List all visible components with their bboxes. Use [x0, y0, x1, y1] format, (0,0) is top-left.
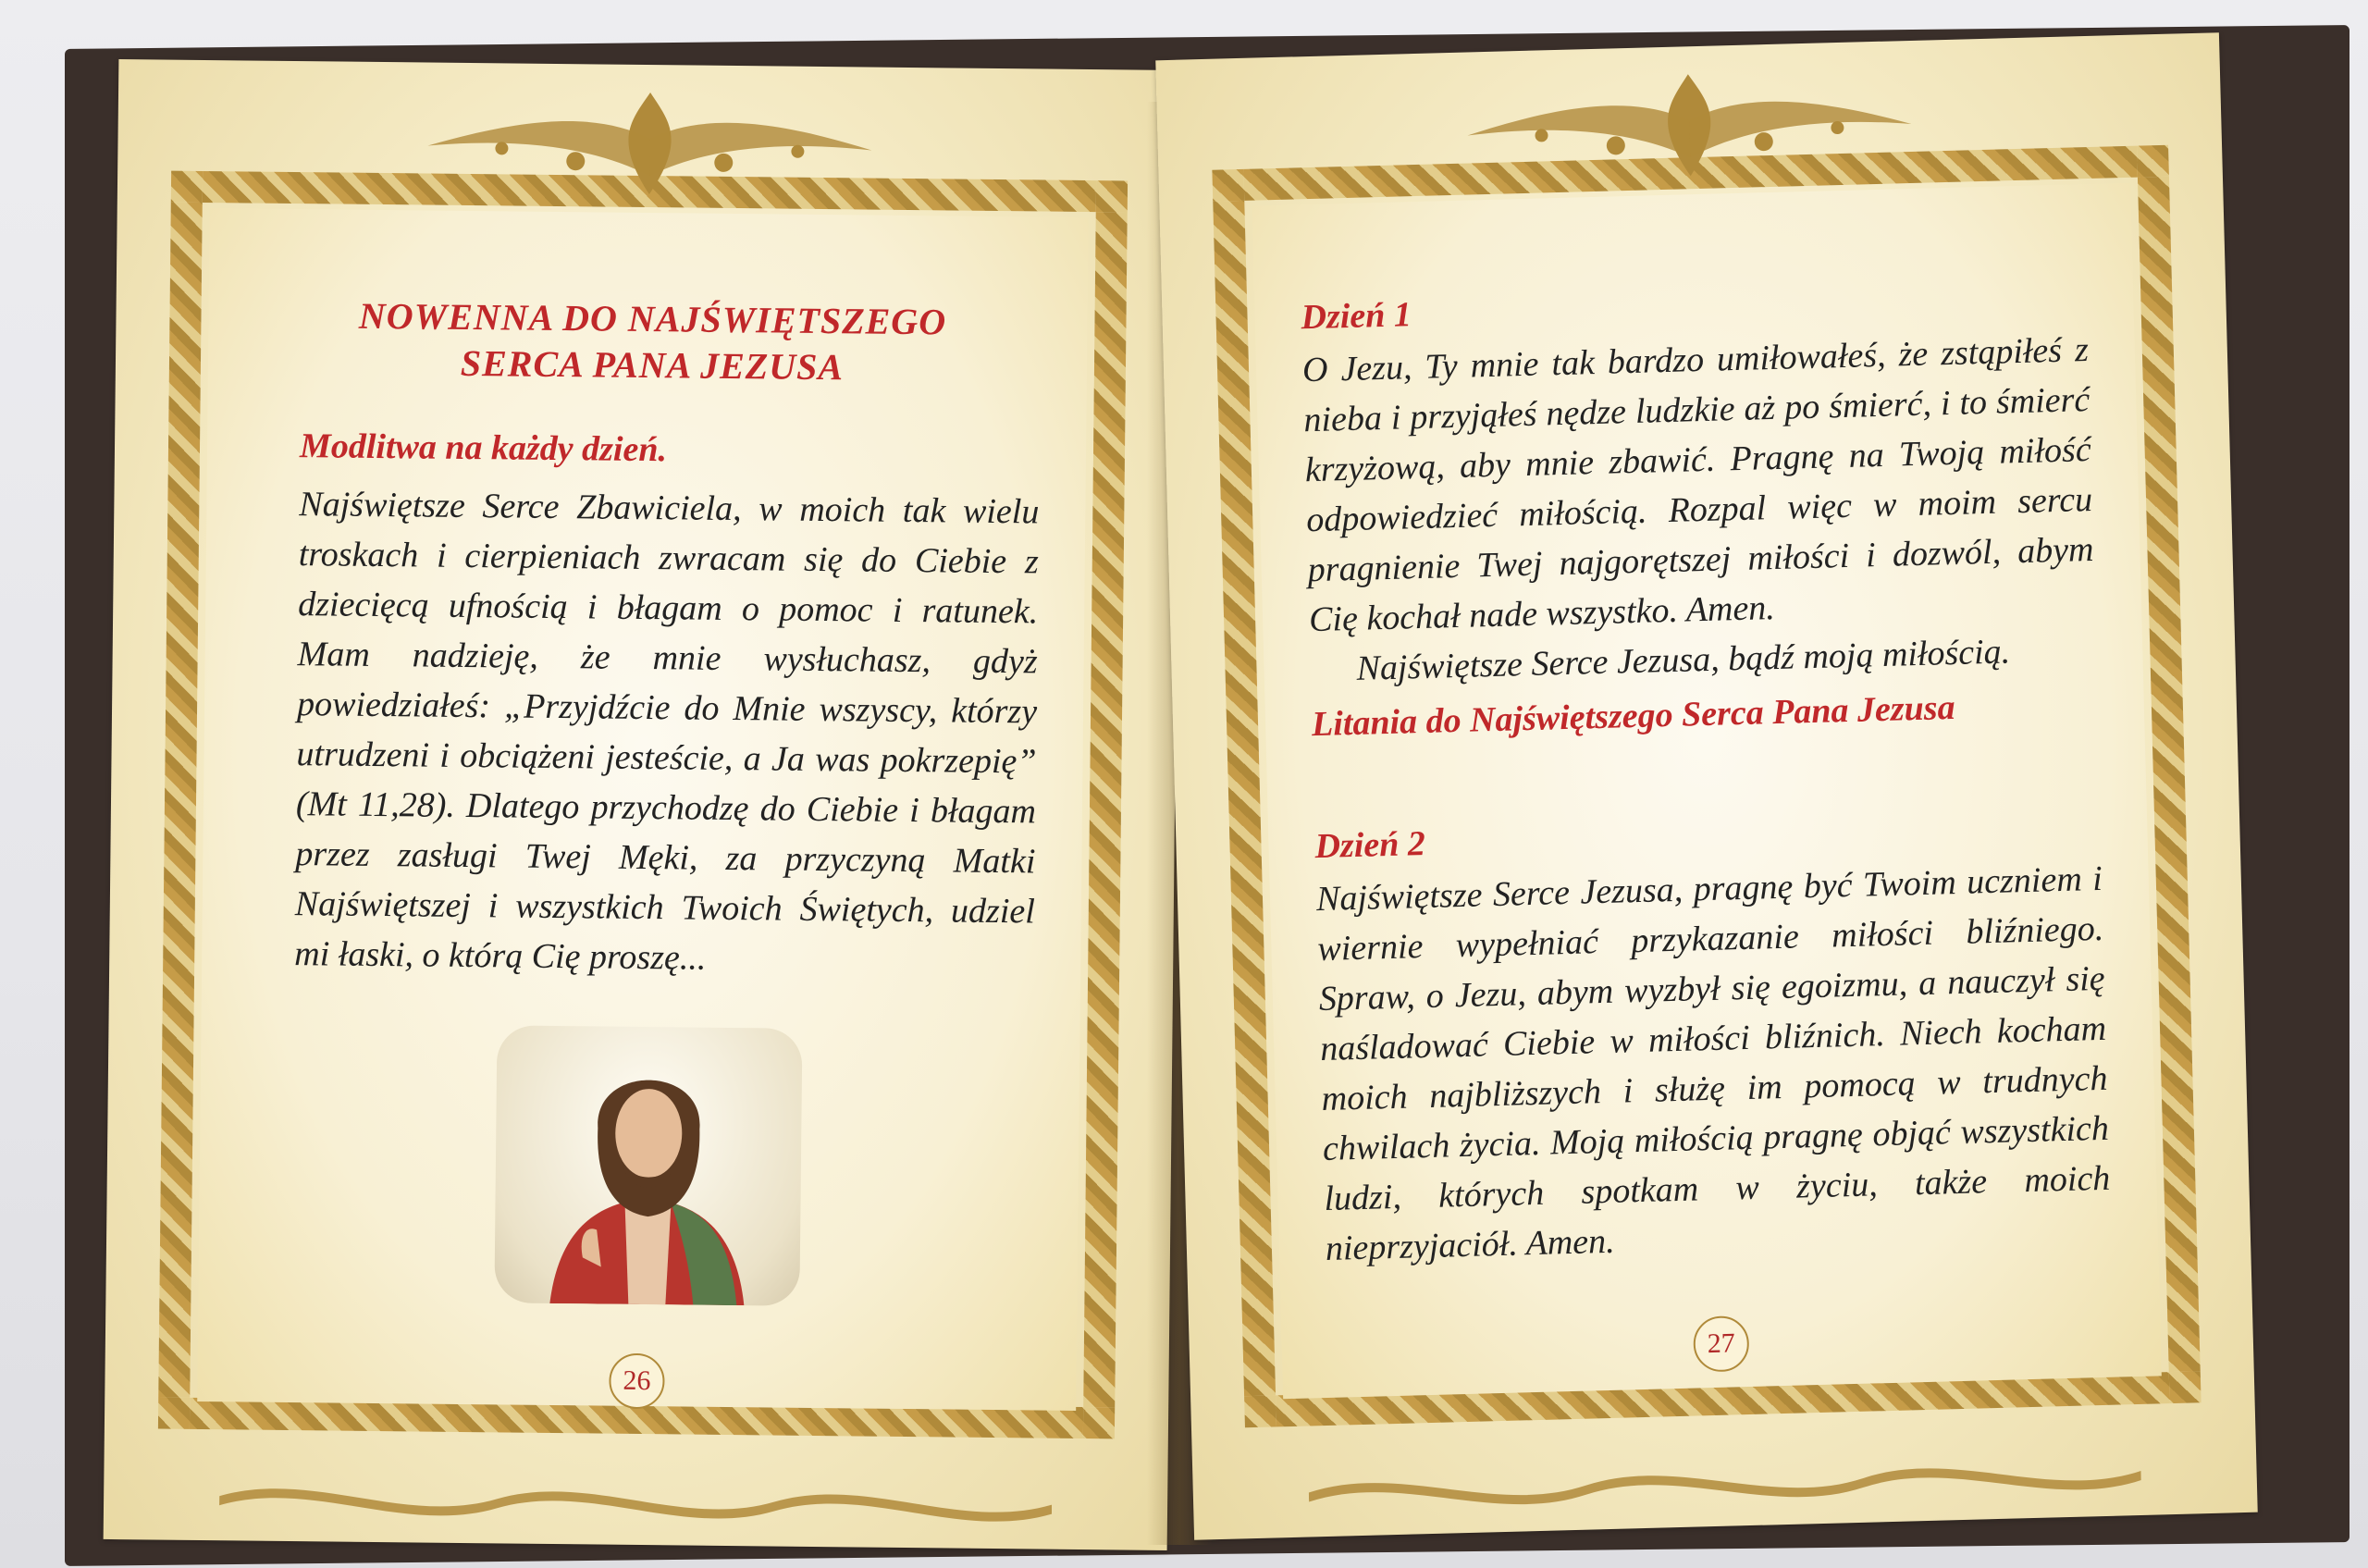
bottom-ornament-icon	[1308, 1443, 2141, 1521]
day-2-heading: Dzień 2	[1314, 823, 1426, 867]
day-1-text	[1301, 325, 2097, 695]
open-book	[74, 46, 2331, 1545]
page-number: 26	[609, 1353, 665, 1410]
prayer-paragraph: Najświętsze Serce Zbawiciela, w moich tak wielu troskach i cierpieniach zwracam się do Ciebie z dziecięcą ufnością i błagam o pomoc i ratunek. Mam nadzieję, że mnie wysłuchasz, gdyż powiedziałeś: „Przyjdźcie do Mnie wszyscy, którzy utrudzeni i obciążeni jesteście, a Ja was pokrzepię” (Mt 11,28). Dlatego przychodzę do Ciebie i błagam przez zasługi Twej Męki, za przyczyną Matki Najświętszej i wszystkich Twoich Świętych, udziel mi łaski, o którą Cię proszę...	[294, 485, 1040, 978]
day-1-heading: Dzień 1	[1301, 295, 1412, 338]
section-heading: Modlitwa na każdy dzień.	[299, 426, 668, 470]
page-number: 27	[1693, 1315, 1750, 1373]
day-2-text: Najświętsze Serce Jezusa, pragnę być Twoim uczniem i wiernie wypełniać przykazanie miłości bliźniego. Spraw, o Jezu, abym wyzbył się egoizmu, a nauczył się naśladować Ciebie w miłości bliźnich. Niech kocham moich najbliższych i służę im pomocą w trudnych chwilach życia. Moją miłością pragnę objąć wszystkich ludzi, których spotkam w życiu, także moich nieprzyjaciół. Amen.	[1315, 858, 2111, 1268]
page-title	[301, 292, 1005, 392]
litany-heading: Litania do Najświętszego Serca Pana Jezusa	[1311, 687, 1956, 745]
day-1-invocation: Najświętsze Serce Jezusa, bądź moją miłością.	[1355, 632, 2011, 688]
title-line-1: NOWENNA DO NAJŚWIĘTSZEGO	[358, 294, 947, 343]
jesus-portrait-image	[494, 1025, 802, 1305]
day-1-prayer: O Jezu, Ty mnie tak bardzo umiłowałeś, że zstąpiłeś z nieba i przyjąłeś nędze ludzkie aż po śmierć, i to śmierć krzyżową, aby mnie zbawić. Pragnę na Twoją miłość odpowiedzieć miłością. Rozpal więc w moim sercu pragnienie Twej najgorętszej miłości i dozwól, abym Cię kochał nade wszystko. Amen.	[1301, 330, 2094, 640]
top-ornament-icon	[1429, 58, 1950, 192]
left-page	[104, 59, 1183, 1550]
title-line-2: SERCA PANA JEZUSA	[460, 341, 845, 389]
right-page	[1155, 32, 2257, 1540]
top-ornament-icon	[390, 80, 909, 206]
bottom-ornament-icon	[219, 1468, 1053, 1532]
